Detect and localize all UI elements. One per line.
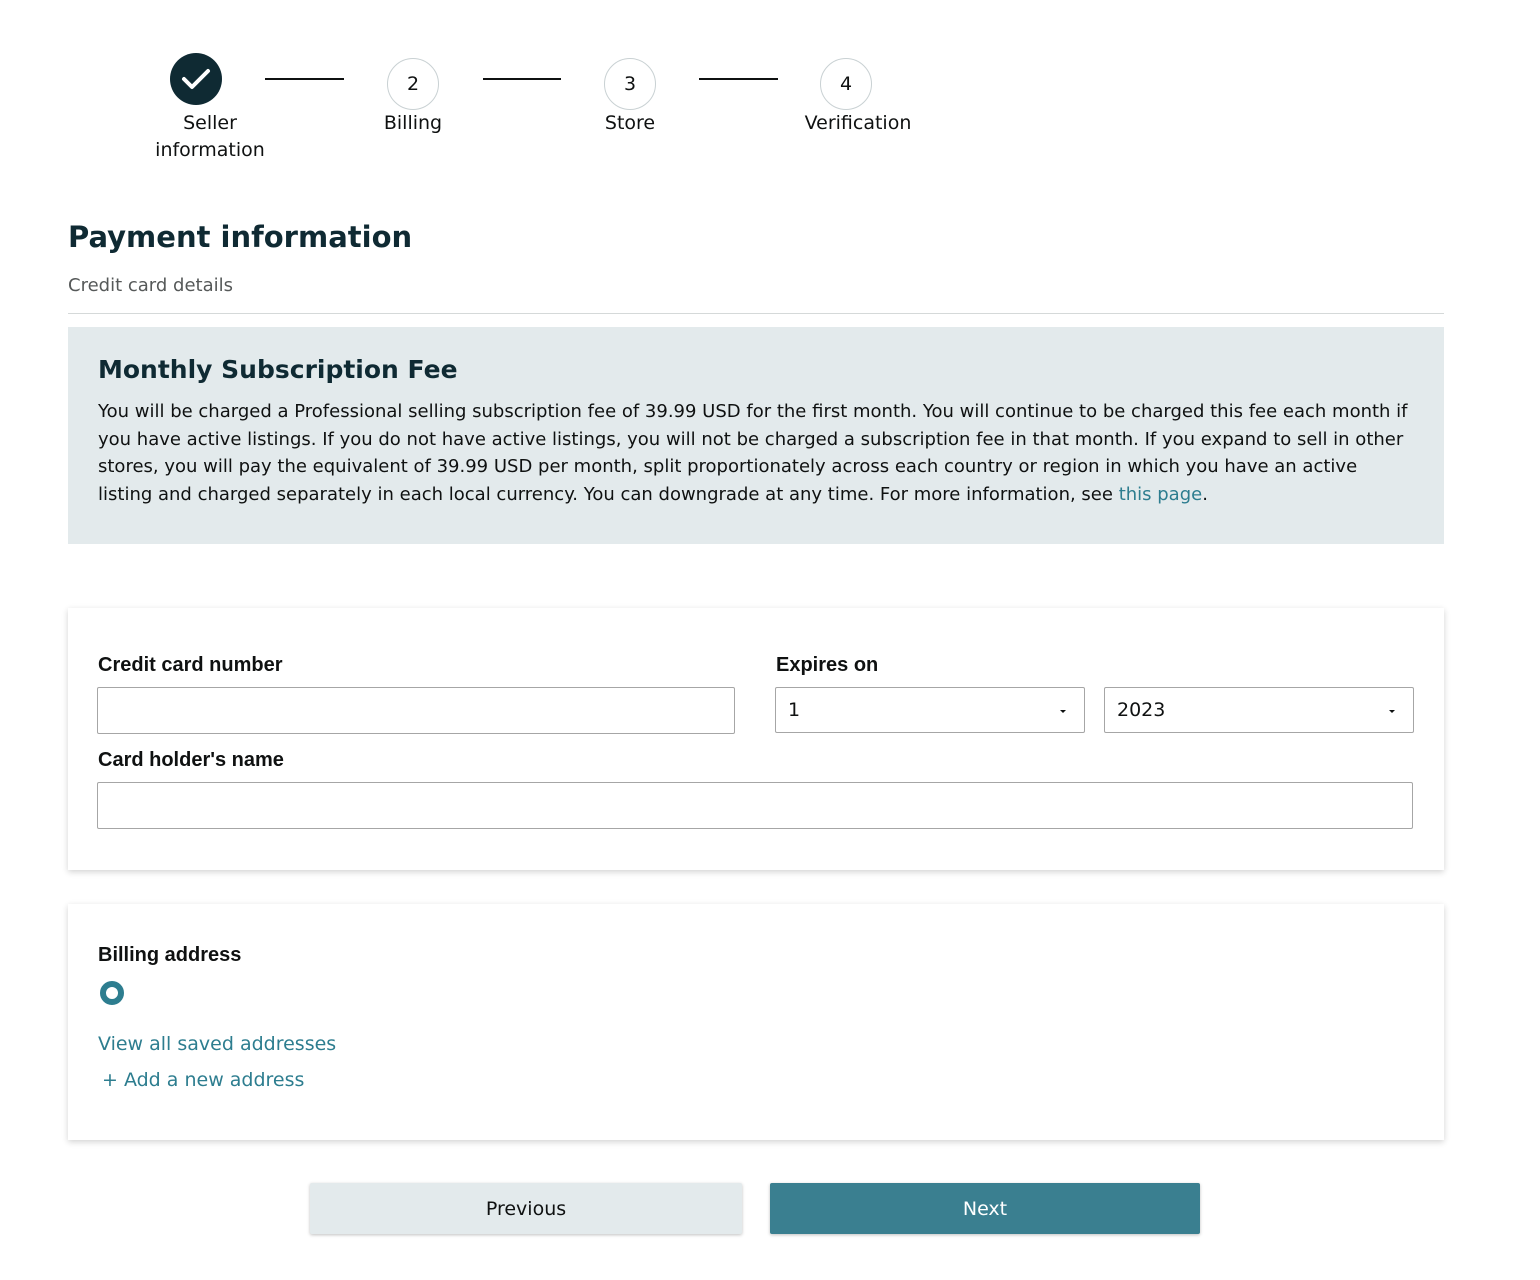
- view-all-saved-addresses-link[interactable]: View all saved addresses: [98, 1033, 337, 1055]
- expires-on-label: Expires on: [776, 654, 879, 676]
- fee-text-end: .: [1202, 483, 1208, 505]
- page-title: Payment information: [68, 220, 413, 254]
- fee-title: Monthly Subscription Fee: [98, 355, 458, 384]
- expiry-year-select[interactable]: [1104, 687, 1414, 733]
- billing-address-label: Billing address: [98, 944, 242, 966]
- step-connector-2: [483, 78, 561, 80]
- billing-address-panel: [68, 904, 1444, 1140]
- card-holder-name-input[interactable]: [97, 782, 1413, 829]
- step-label-verification: Verification: [804, 112, 912, 134]
- subscription-fee-notice: [68, 327, 1444, 544]
- fee-info-link[interactable]: this page: [1118, 483, 1203, 505]
- billing-address-radio[interactable]: [100, 981, 124, 1005]
- step-4-indicator: 4: [820, 58, 872, 110]
- credit-card-panel: [68, 608, 1444, 870]
- previous-button[interactable]: Previous: [310, 1183, 742, 1234]
- step-connector-1: [265, 78, 344, 80]
- fee-text: You will be charged a Professional selling subscription fee of 39.99 USD for the first month. You will continue to be charged this fee each month if you have active listings. If you do not have active listings, you will not be charged a subscription fee in that month. If you expand to sell in other stores, you will pay the equivalent of 39.99 USD per month, split proportionately across each country or region in which you have an active listing and charged separately in each local currency. You can downgrade at any time. For more information, see: [98, 401, 1408, 505]
- credit-card-number-label: Credit card number: [98, 654, 283, 676]
- section-divider: [68, 313, 1444, 314]
- chevron-down-icon: [1389, 710, 1395, 713]
- step-connector-3: [699, 78, 778, 80]
- step-label-seller-information: Seller information: [155, 112, 265, 161]
- expiry-month-select[interactable]: [775, 687, 1085, 733]
- card-holder-name-label: Card holder's name: [98, 749, 284, 771]
- expiry-month-value: 1: [788, 699, 801, 721]
- step-2-indicator: 2: [387, 58, 439, 110]
- step-label-store: Store: [604, 112, 656, 134]
- step-label-billing: Billing: [383, 112, 443, 134]
- credit-card-number-input[interactable]: [97, 687, 735, 734]
- page-subtitle: Credit card details: [68, 275, 233, 296]
- progress-stepper: [0, 0, 1540, 180]
- step-1-complete-indicator: [170, 53, 222, 105]
- chevron-down-icon: [1060, 710, 1066, 713]
- next-button[interactable]: Next: [770, 1183, 1200, 1234]
- check-icon: [181, 67, 211, 91]
- expiry-year-value: 2023: [1117, 699, 1166, 721]
- add-new-address-link[interactable]: + Add a new address: [102, 1069, 305, 1091]
- step-3-indicator: 3: [604, 58, 656, 110]
- fee-description: [98, 398, 1414, 508]
